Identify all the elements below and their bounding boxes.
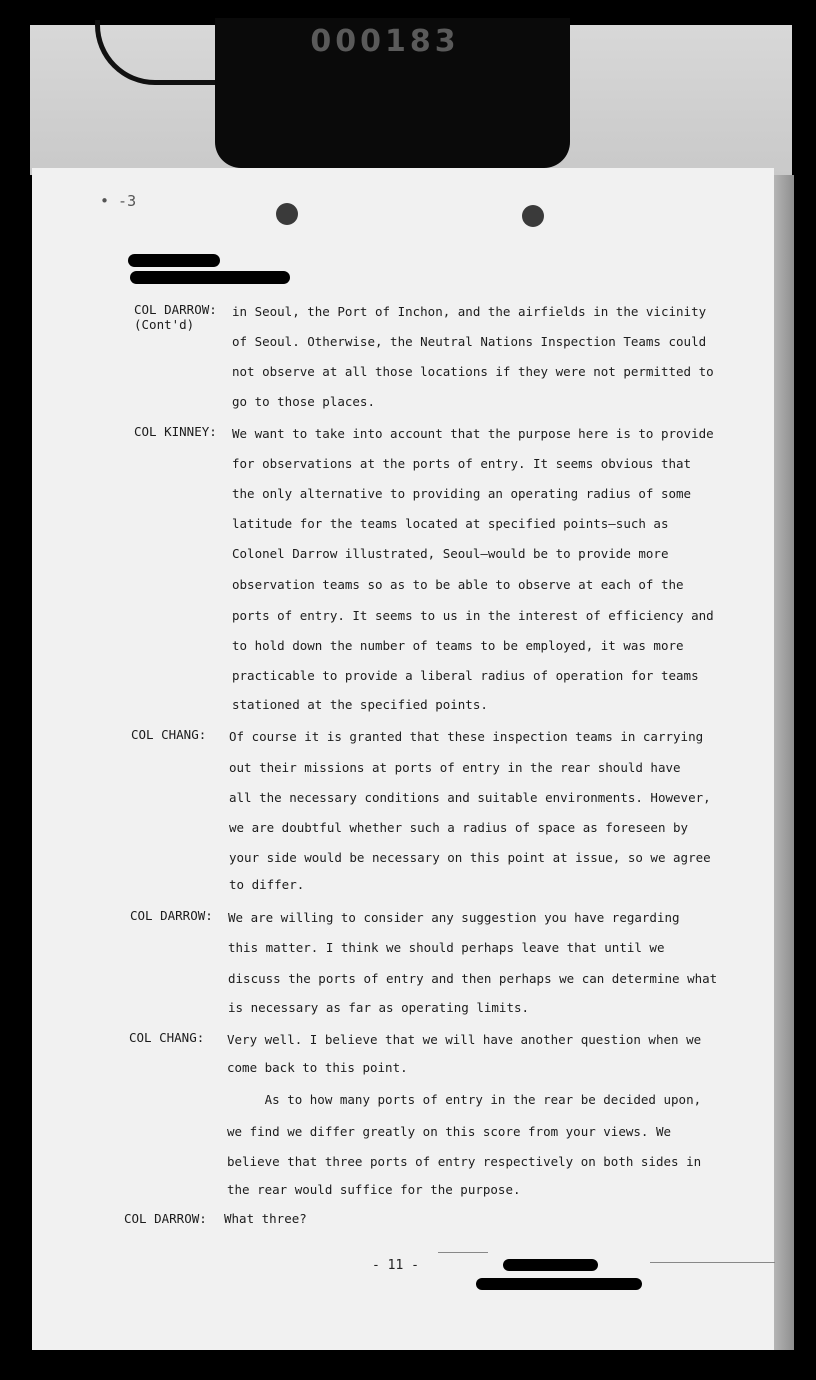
transcript-line: in Seoul, the Port of Inchon, and the airfields in the vicinity [232,304,707,319]
transcript-line: believe that three ports of entry respectively on both sides in [227,1154,702,1169]
speaker-label: COL CHANG: [131,727,207,742]
redaction-bar [503,1259,598,1271]
punch-hole-icon [276,203,298,225]
transcript-line: for observations at the ports of entry. It seems obvious that [232,456,692,471]
archive-stamp: 000183 [310,24,460,59]
corner-mark: • -3 [100,192,137,210]
transcript-line: Colonel Darrow illustrated, Seoul—would be to provide more [232,546,669,561]
transcript-line: ports of entry. It seems to us in the interest of efficiency and [232,608,714,623]
transcript-line: discuss the ports of entry and then perhaps we can determine what [228,971,718,986]
speaker-label: COL DARROW: [134,302,217,317]
transcript-line: all the necessary conditions and suitable environments. However, [229,790,711,805]
transcript-line: of Seoul. Otherwise, the Neutral Nations Inspection Teams could [232,334,707,349]
transcript-line: As to how many ports of entry in the rear be decided upon, [227,1092,702,1107]
transcript-line: Very well. I believe that we will have another question when we [227,1032,702,1047]
transcript-line: is necessary as far as operating limits. [228,1000,530,1015]
transcript-line: the rear would suffice for the purpose. [227,1182,521,1197]
footer-rule [650,1262,775,1263]
redaction-bar [128,254,220,267]
transcript-line: observation teams so as to be able to observe at each of the [232,577,684,592]
page-number: - 11 - [372,1258,419,1273]
transcript-line: come back to this point. [227,1060,408,1075]
transcript-line: stationed at the specified points. [232,697,488,712]
transcript-line: go to those places. [232,394,375,409]
speaker-label: COL DARROW: [124,1211,207,1226]
transcript-line: the only alternative to providing an operating radius of some [232,486,692,501]
redaction-bar [476,1278,642,1290]
redaction-bar [130,271,290,284]
transcript-line: to hold down the number of teams to be employed, it was more [232,638,684,653]
punch-hole-icon [522,205,544,227]
transcript-line: latitude for the teams located at specified points—such as [232,516,669,531]
transcript-line: out their missions at ports of entry in the rear should have [229,760,681,775]
transcript-line: What three? [224,1211,307,1226]
speaker-label: COL DARROW: [130,908,213,923]
transcript-line: to differ. [229,877,305,892]
transcript-line: we are doubtful whether such a radius of space as foreseen by [229,820,689,835]
footer-rule [438,1252,488,1253]
transcript-line: this matter. I think we should perhaps leave that until we [228,940,665,955]
speaker-continued: (Cont'd) [134,317,195,332]
transcript-line: Of course it is granted that these inspection teams in carrying [229,729,704,744]
transcript-line: your side would be necessary on this point at issue, so we agree [229,850,711,865]
speaker-label: COL CHANG: [129,1030,205,1045]
transcript-line: We want to take into account that the purpose here is to provide [232,426,714,441]
transcript-line: we find we differ greatly on this score from your views. We [227,1124,672,1139]
transcript-line: not observe at all those locations if they were not permitted to [232,364,714,379]
transcript-line: practicable to provide a liberal radius of operation for teams [232,668,699,683]
transcript-line: We are willing to consider any suggestion you have regarding [228,910,680,925]
speaker-label: COL KINNEY: [134,424,217,439]
